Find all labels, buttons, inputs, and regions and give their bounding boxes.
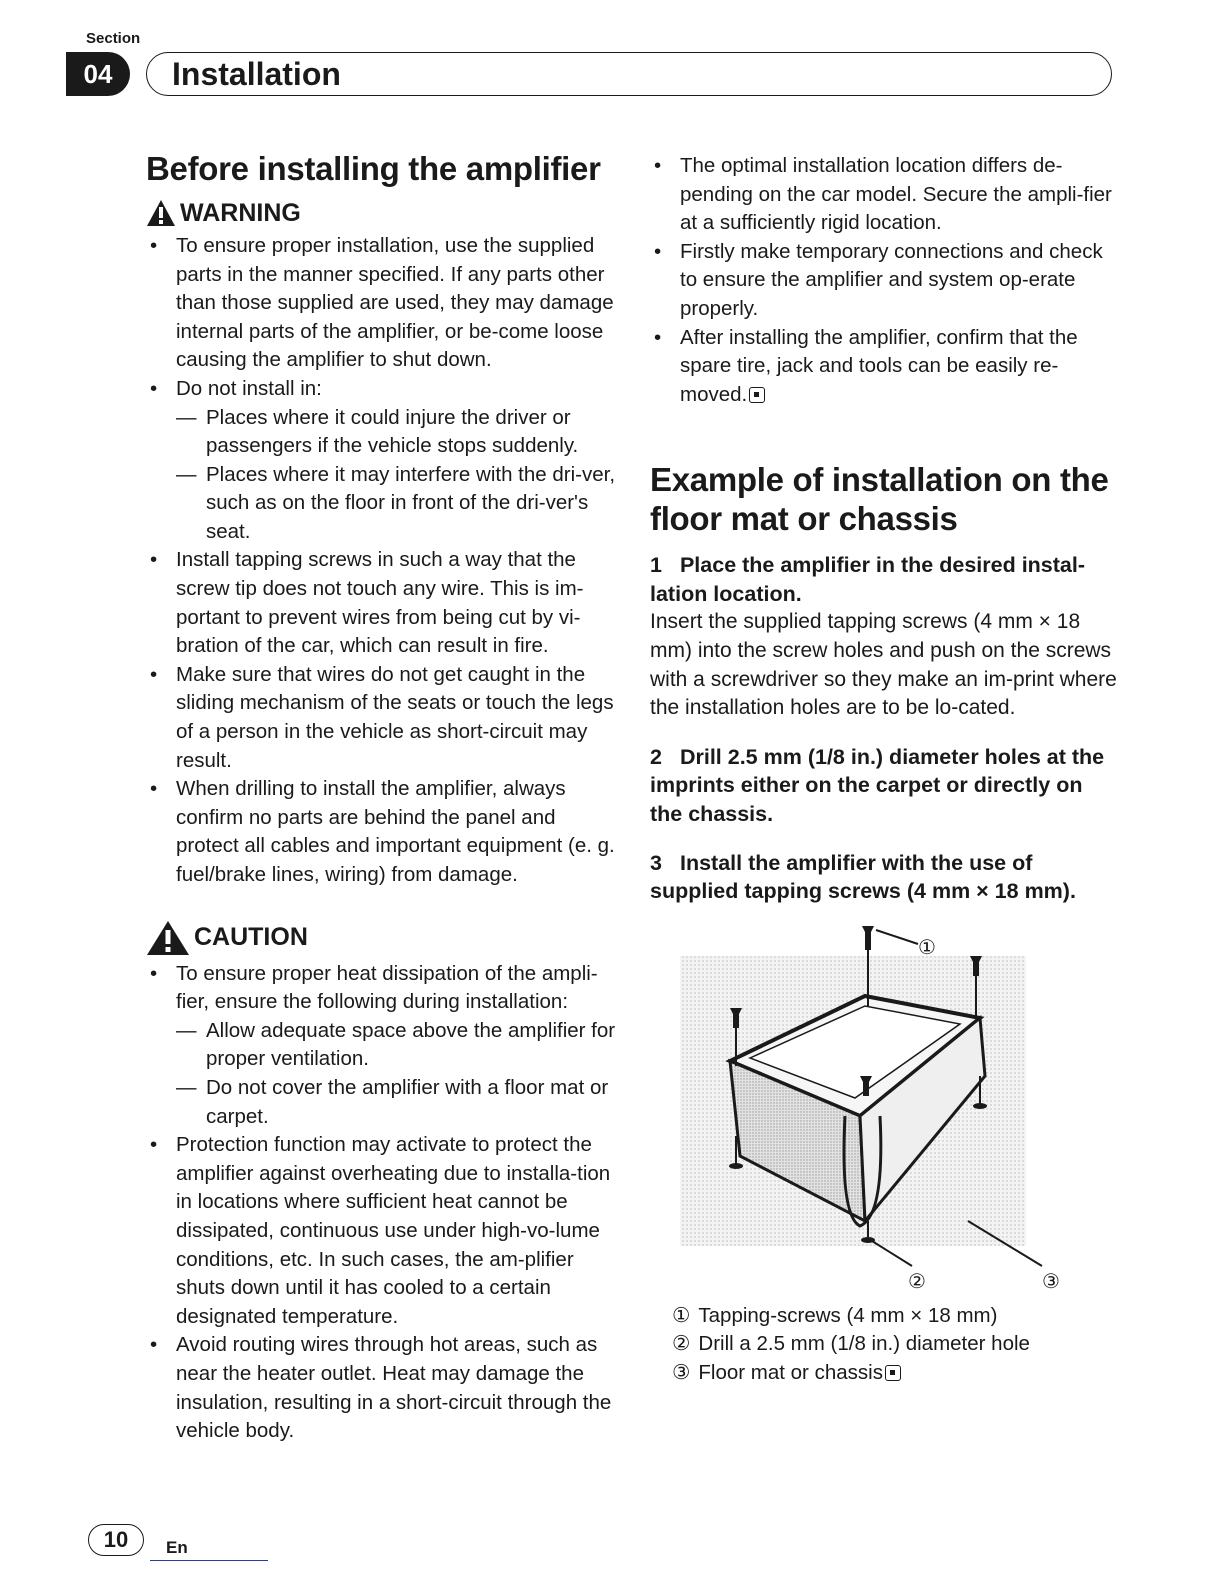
- list-item: [650, 324, 1120, 410]
- example-heading: Example of installation on the floor mat or chassis: [650, 461, 1109, 538]
- list-item: • Avoid routing wires through hot areas, such as near the heater outlet. Heat may damage the insulation, resulting in a short-circuit through the vehicle body.: [146, 1331, 616, 1445]
- caution-list: [146, 960, 616, 1446]
- step-number: 3: [650, 850, 662, 875]
- step-title-text: Place the amplifier in the desired instal-lation location.: [650, 553, 1086, 606]
- list-item: • Make sure that wires do not get caught in the sliding mechanism of the seats or touch the legs of a person in the vehicle as short-circuit may result.: [146, 661, 616, 775]
- list-item-text: Do not install in:: [176, 376, 322, 400]
- list-item-text: To ensure proper heat dissipation of the ampli-fier, ensure the following during installation:: [176, 961, 598, 1014]
- list-item: • The optimal installation location differs de-pending on the car model. Secure the ampli-fier at a sufficiently rigid location.: [650, 152, 1120, 238]
- sub-list-item: — Allow adequate space above the amplifier for proper ventilation.: [176, 1017, 616, 1074]
- page-title: Installation: [172, 56, 341, 92]
- legend-marker: ③: [672, 1360, 691, 1384]
- list-item: • Firstly make temporary connections and check to ensure the amplifier and system op-erate properly.: [650, 238, 1120, 324]
- warning-icon: [146, 199, 176, 227]
- legend-text: Drill a 2.5 mm (1/8 in.) diameter hole: [698, 1332, 1030, 1356]
- legend-item: [672, 1330, 1120, 1359]
- legend-text: Tapping-screws (4 mm × 18 mm): [698, 1303, 998, 1327]
- list-item: • To ensure proper installation, use the supplied parts in the manner specified. If any parts other than those supplied are used, they may damage internal parts of the amplifier, or be-come loose causing the amplifier to shut down.: [146, 232, 616, 375]
- section-number-badge: 04: [66, 52, 130, 96]
- left-column: [146, 150, 616, 1446]
- caution-icon: [146, 920, 190, 956]
- step-1: [650, 551, 1120, 723]
- sub-list-item: — Places where it may interfere with the dri-ver, such as on the floor in front of the dri-ver's seat.: [176, 461, 616, 547]
- warning-label: WARNING: [180, 198, 301, 227]
- callout-1: ①: [918, 934, 936, 959]
- precaution-list: [650, 152, 1120, 409]
- step-title: [650, 743, 1120, 829]
- step-title-text: Drill 2.5 mm (1/8 in.) diameter holes at the imprints either on the carpet or directly on the chassis.: [650, 744, 1105, 826]
- example-section: [650, 461, 1120, 1387]
- language-label: En: [166, 1538, 188, 1557]
- callout-2: ②: [908, 1268, 926, 1293]
- caution-notice: [146, 920, 616, 956]
- amplifier-diagram: [650, 916, 1120, 1296]
- callout-3: ③: [1042, 1268, 1060, 1293]
- legend-item: [672, 1359, 1120, 1388]
- step-number: 2: [650, 744, 662, 769]
- step-2: [650, 743, 1120, 829]
- sub-list: [176, 404, 616, 547]
- right-column: [650, 150, 1120, 1388]
- step-body: Insert the supplied tapping screws (4 mm × 18 mm) into the screw holes and push on the screws with a screwdriver so they make an im-print where the installation holes are to be lo-cated.: [650, 610, 1117, 720]
- legend-marker: ①: [672, 1303, 691, 1327]
- step-title: [650, 849, 1120, 906]
- legend-item: [672, 1302, 1120, 1331]
- step-title-text: Install the amplifier with the use of supplied tapping screws (4 mm × 18 mm).: [650, 850, 1076, 904]
- page-number: 10: [88, 1524, 144, 1556]
- caution-label: CAUTION: [194, 923, 308, 952]
- legend-marker: ②: [672, 1332, 691, 1356]
- list-item: • When drilling to install the amplifier, always confirm no parts are behind the panel and protect all cables and important equipment (e. g. fuel/brake lines, wiring) from damage.: [146, 775, 616, 889]
- diagram-legend: [650, 1302, 1120, 1388]
- before-installing-heading: Before installing the amplifier: [146, 150, 601, 187]
- end-of-section-icon: [749, 387, 765, 403]
- footer-rule: [150, 1560, 268, 1561]
- step-3: [650, 849, 1120, 906]
- installation-illustration: [650, 916, 1120, 1296]
- legend-text: Floor mat or chassis: [698, 1360, 883, 1384]
- list-item: [146, 960, 616, 1132]
- caution-block: [146, 920, 616, 1446]
- sub-list-item: — Do not cover the amplifier with a floor mat or carpet.: [176, 1074, 616, 1131]
- section-label: Section: [86, 30, 141, 47]
- list-item: • Install tapping screws in such a way that the screw tip does not touch any wire. This is im-portant to prevent wires from being cut by vi-bration of the car, which can result in fire.: [146, 546, 616, 660]
- step-title: [650, 551, 1120, 608]
- list-item-text: After installing the amplifier, confirm that the spare tire, jack and tools can be easily re-moved.: [680, 325, 1078, 406]
- end-of-section-icon: [885, 1365, 901, 1381]
- warning-list: [146, 232, 616, 890]
- list-item: • Protection function may activate to protect the amplifier against overheating due to installa-tion in locations where sufficient heat cannot be dissipated, continuous use under high-vo-lume conditions, etc. In such cases, the am-plifier shuts down until it has cooled to a certain designated temperature.: [146, 1131, 616, 1331]
- step-number: 1: [650, 553, 662, 578]
- list-item: [146, 375, 616, 547]
- sub-list-item: — Places where it could injure the driver or passengers if the vehicle stops suddenly.: [176, 404, 616, 461]
- warning-notice: [146, 199, 616, 228]
- sub-list: [176, 1017, 616, 1131]
